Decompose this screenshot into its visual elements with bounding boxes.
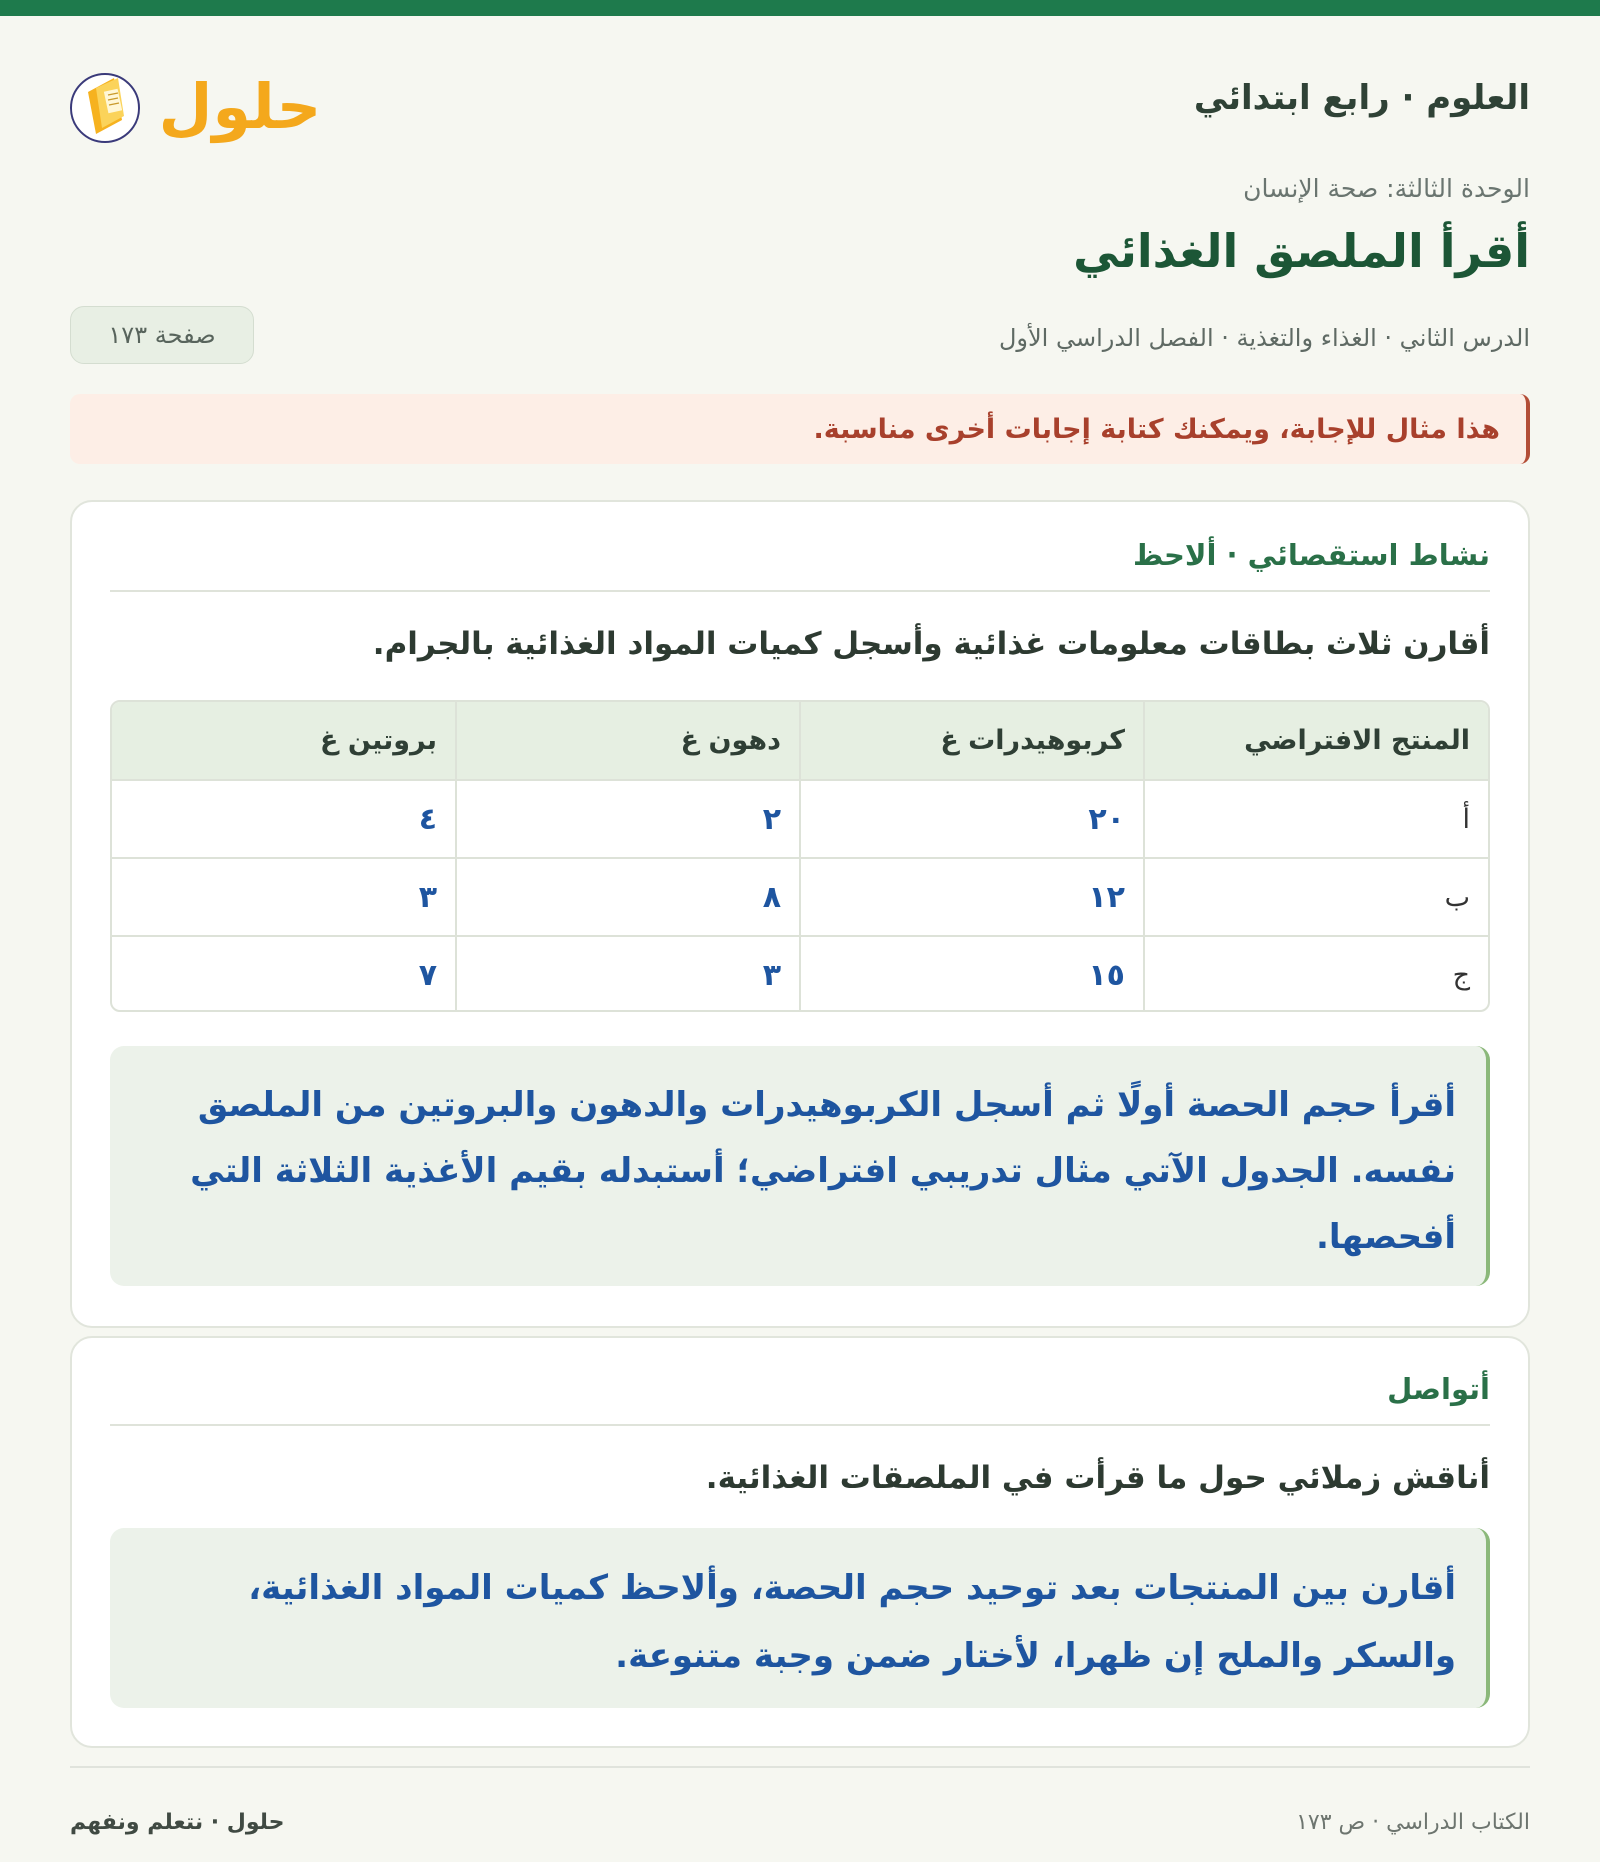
carbs-cell: ١٢ <box>800 858 1144 936</box>
product-cell: أ <box>1144 780 1488 858</box>
table-row <box>112 858 1488 936</box>
carbs-cell: ٢٠ <box>800 780 1144 858</box>
hulul-logo[interactable] <box>70 48 340 148</box>
footer-brand[interactable]: حلول · نتعلم ونفهم <box>70 1810 285 1835</box>
product-cell: ج <box>1144 936 1488 1012</box>
fat-cell: ٣ <box>456 936 800 1012</box>
page-title: أقرأ الملصق الغذائي <box>1073 224 1530 278</box>
footer-divider <box>70 1766 1530 1768</box>
protein-cell: ٤ <box>112 780 456 858</box>
page <box>70 16 1530 1862</box>
page-number-badge: صفحة ١٧٣ <box>70 306 254 364</box>
column-header: دهون غ <box>456 702 800 780</box>
logo-wordmark: حلول <box>158 70 322 143</box>
header <box>70 48 1530 148</box>
column-header: كربوهيدرات غ <box>800 702 1144 780</box>
communicate-card <box>70 1336 1530 1748</box>
fat-cell: ٨ <box>456 858 800 936</box>
carbs-cell: ١٥ <box>800 936 1144 1012</box>
unit-label: الوحدة الثالثة: صحة الإنسان <box>1243 174 1530 203</box>
top-accent-bar <box>0 0 1600 16</box>
activity-question: أقارن ثلاث بطاقات معلومات غذائية وأسجل كميات المواد الغذائية بالجرام. <box>372 626 1490 662</box>
table-row <box>112 936 1488 1012</box>
lesson-meta: الدرس الثاني · الغذاء والتغذية · الفصل الدراسي الأول <box>998 324 1530 352</box>
nutrition-table <box>110 700 1490 1012</box>
column-header: المنتج الافتراضي <box>1144 702 1488 780</box>
communicate-answer: أقارن بين المنتجات بعد توحيد حجم الحصة، وألاحظ كميات المواد الغذائية، والسكر والملح إن ظهرا، لأختار ضمن وجبة متنوعة. <box>110 1528 1490 1708</box>
subject-title: العلوم · رابع ابتدائي <box>1193 78 1530 118</box>
protein-cell: ٣ <box>112 858 456 936</box>
footer-book-ref: الكتاب الدراسي · ص ١٧٣ <box>1296 1810 1530 1835</box>
fat-cell: ٢ <box>456 780 800 858</box>
table-header-row <box>112 702 1488 780</box>
table-row <box>112 780 1488 858</box>
column-header: بروتين غ <box>112 702 456 780</box>
product-cell: ب <box>1144 858 1488 936</box>
protein-cell: ٧ <box>112 936 456 1012</box>
activity-card <box>70 500 1530 1328</box>
notice-banner: هذا مثال للإجابة، ويمكنك كتابة إجابات أخرى مناسبة. <box>70 394 1530 464</box>
communicate-question: أناقش زملائي حول ما قرأت في الملصقات الغذائية. <box>705 1460 1490 1496</box>
communicate-title: أتواصل <box>110 1372 1490 1426</box>
activity-answer: أقرأ حجم الحصة أولًا ثم أسجل الكربوهيدرات والدهون والبروتين من الملصق نفسه. الجدول الآتي مثال تدريبي افتراضي؛ أستبدله بقيم الأغذية الثلاثة التي أفحصها. <box>110 1046 1490 1286</box>
activity-title: نشاط استقصائي · ألاحظ <box>110 538 1490 592</box>
